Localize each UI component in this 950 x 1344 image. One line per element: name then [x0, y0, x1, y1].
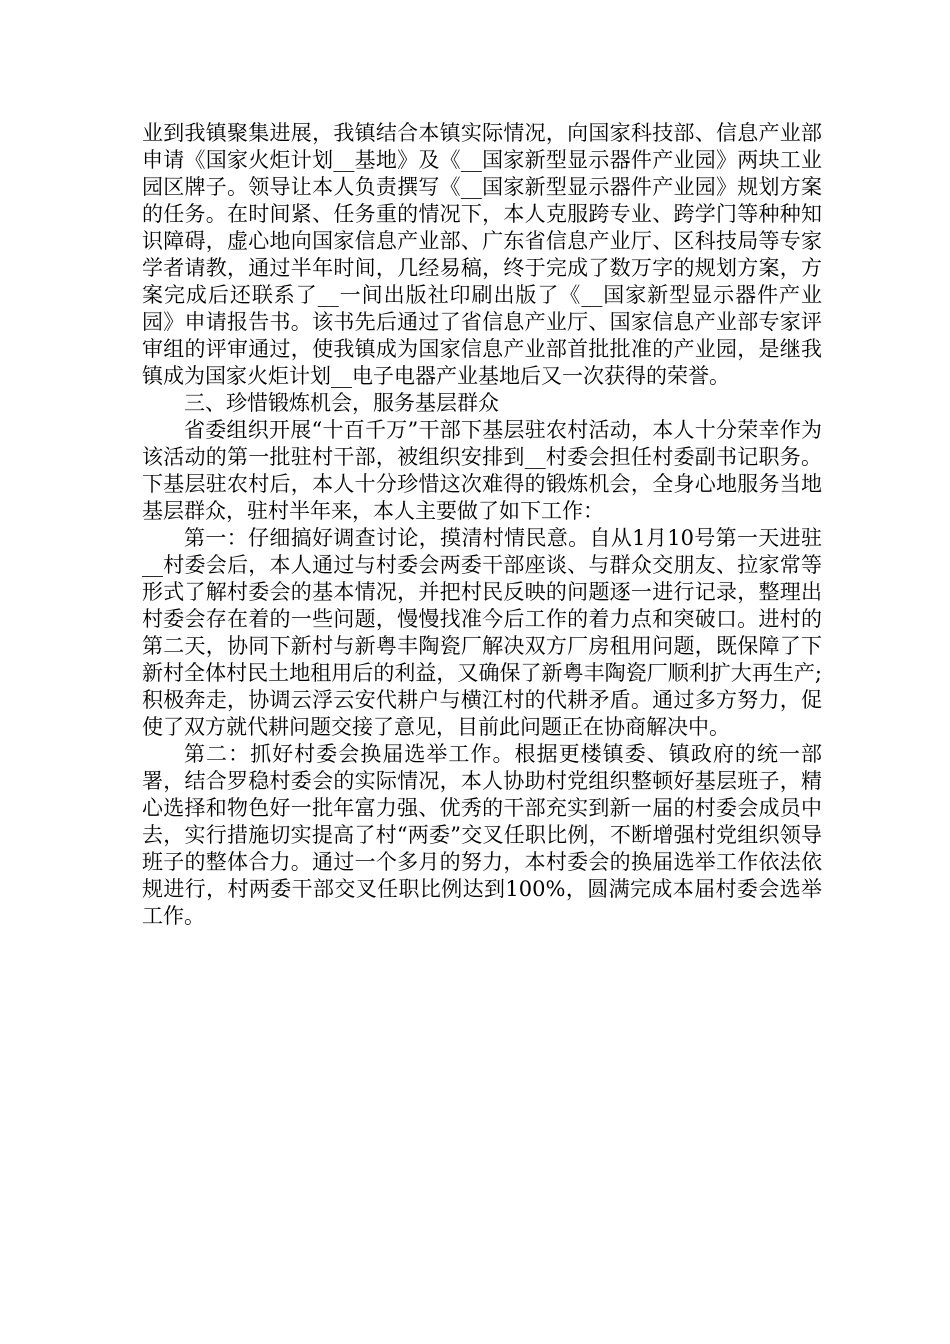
body-paragraph-intro: 省委组织开展“十百千万”干部下基层驻农村活动，本人十分荣幸作为该活动的第一批驻村干部，被组织安排到__村委会担任村委副书记职务。下基层驻农村后，本人十分珍惜这次难得的锻炼机会，全身心地服务当地基层群众，驻村半年来，本人主要做了如下工作： — [142, 418, 822, 523]
section-heading-3: 三、珍惜锻炼机会，服务基层群众 — [184, 391, 499, 415]
body-paragraph-second-item: 第二：抓好村委会换届选举工作。根据更楼镇委、镇政府的统一部署，结合罗稳村委会的实际情况，本人协助村党组织整顿好基层班子，精心选择和物色好一批年富力强、优秀的干部充实到新一届的村委会成员中去，实行措施切实提高了村“两委”交叉任职比例，不断增强村党组织领导班子的整体合力。通过一个多月的努力，本村委会的换届选举工作依法依规进行，村两委干部交叉任职比例达到100%，圆满完成本届村委会选举工作。 — [142, 742, 822, 928]
document-page — [142, 120, 822, 930]
body-paragraph-continued: 业到我镇聚集进展，我镇结合本镇实际情况，向国家科技部、信息产业部申请《国家火炬计划__基地》及《__国家新型显示器件产业园》两块工业园区牌子。领导让本人负责撰写《__国家新型显示器件产业园》规划方案的任务。在时间紧、任务重的情况下，本人克服跨专业、跨学门等种种知识障碍，虚心地向国家信息产业部、广东省信息产业厅、区科技局等专家学者请教，通过半年时间，几经易稿，终于完成了数万字的规划方案，方案完成后还联系了__一间出版社印刷出版了《__国家新型显示器件产业园》申请报告书。该书先后通过了省信息产业厅、国家信息产业部专家评审组的评审通过，使我镇成为国家信息产业部首批批准的产业园，是继我镇成为国家火炬计划__电子电器产业基地后又一次获得的荣誉。 — [142, 121, 822, 388]
body-paragraph-first-item: 第一：仔细搞好调查讨论，摸清村情民意。自从1月10号第一天进驻__村委会后，本人通过与村委会两委干部座谈、与群众交朋友、拉家常等形式了解村委会的基本情况，并把村民反映的问题逐一进行记录，整理出村委会存在着的一些问题，慢慢找准今后工作的着力点和突破口。进村的第二天，协同下新村与新粤丰陶瓷厂解决双方厂房租用问题，既保障了下新村全体村民土地租用后的利益，又确保了新粤丰陶瓷厂顺利扩大再生产;积极奔走，协调云浮云安代耕户与横江村的代耕矛盾。通过多方努力，促使了双方就代耕问题交接了意见，目前此问题正在协商解决中。 — [142, 526, 822, 739]
